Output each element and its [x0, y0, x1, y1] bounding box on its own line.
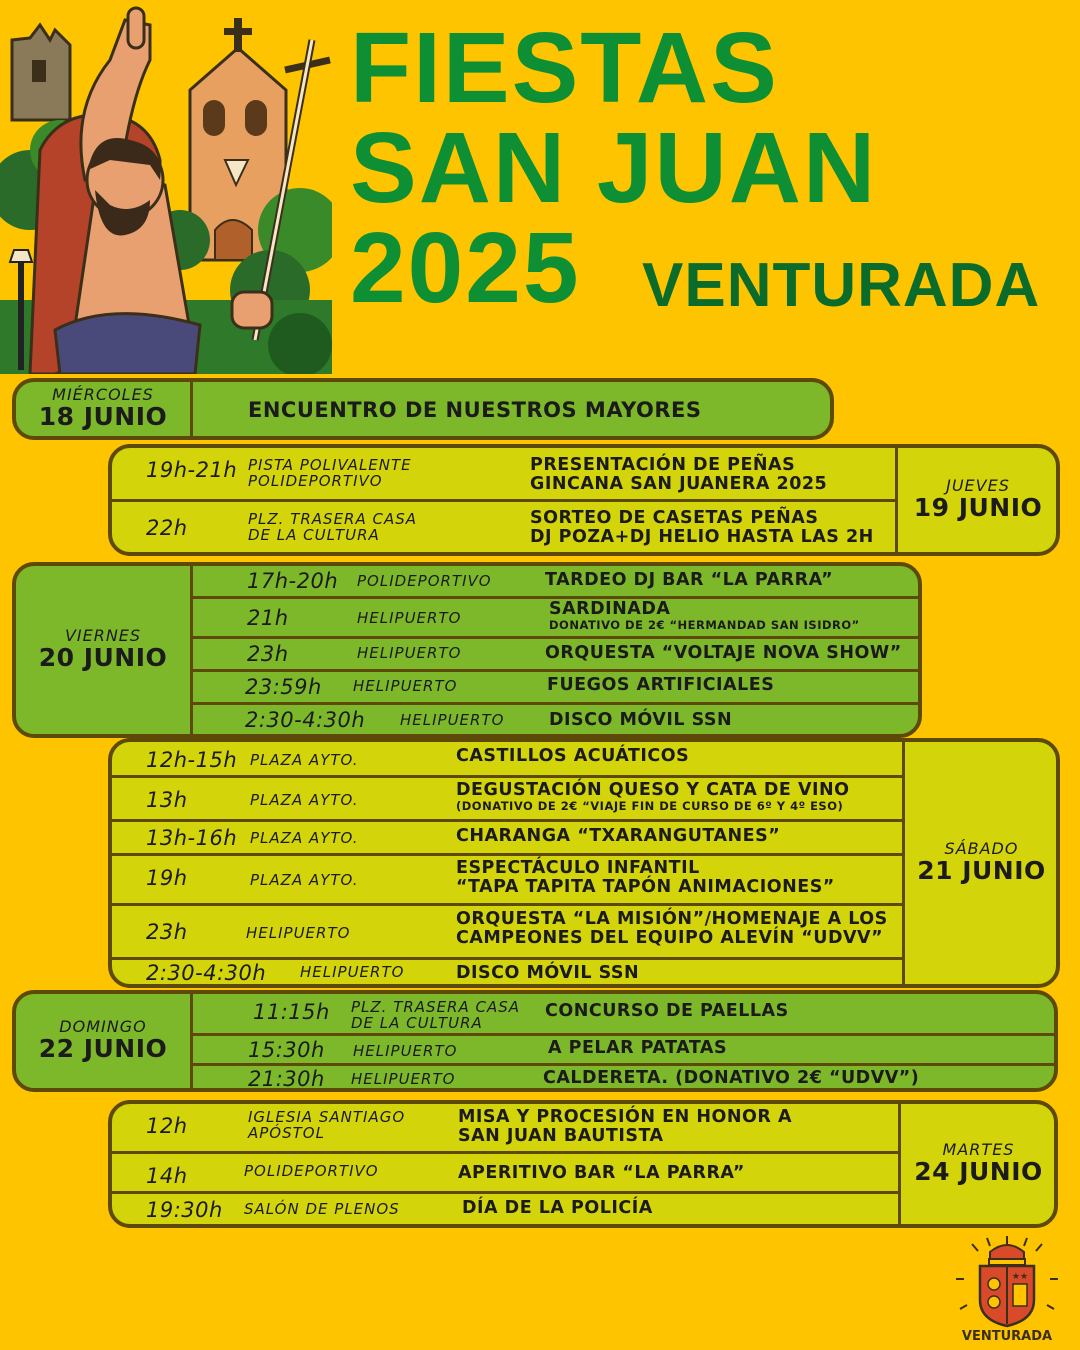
place-line-1: IGLESIA SANTIAGO: [248, 1108, 406, 1126]
day-block-18-junio: [12, 378, 834, 440]
row-time: 17h-20h: [247, 569, 339, 593]
place-line-2: APÓSTOL: [248, 1123, 325, 1142]
row-place: [248, 512, 417, 544]
row-place: HELIPUERTO: [353, 677, 458, 695]
row-time: 12h-15h: [146, 748, 238, 772]
day-label: [16, 994, 190, 1088]
place-line-2: DE LA CULTURA: [248, 525, 380, 544]
row-event: APERITIVO BAR “LA PARRA”: [458, 1163, 745, 1183]
row-time: 19h: [146, 866, 188, 890]
event-line-1: MISA Y PROCESIÓN EN HONOR A: [458, 1107, 792, 1127]
day-name: JUEVES: [946, 475, 1010, 495]
day-date: 22 JUNIO: [38, 1034, 168, 1064]
event-text: ENCUENTRO DE NUESTROS MAYORES: [248, 398, 702, 422]
logo-text: VENTURADA: [961, 1329, 1053, 1344]
day-label: [901, 1104, 1056, 1224]
row-event: FUEGOS ARTIFICIALES: [547, 675, 775, 695]
row-place: HELIPUERTO: [400, 711, 505, 729]
day-label: [16, 566, 190, 734]
row-place: PLAZA AYTO.: [250, 791, 359, 809]
row-place: PLAZA AYTO.: [250, 871, 359, 889]
row-time: 19:30h: [146, 1198, 223, 1222]
day-name: VIERNES: [64, 625, 142, 645]
day-label: [898, 448, 1058, 552]
event-sub: DONATIVO DE 2€ “HERMANDAD SAN ISIDRO”: [549, 618, 860, 633]
row-event: CONCURSO DE PAELLAS: [545, 1001, 789, 1021]
saint-john-illustration: [0, 0, 332, 374]
row-place: POLIDEPORTIVO: [357, 572, 492, 590]
place-line-1: PISTA POLIVALENTE: [248, 456, 412, 474]
day-block-20-junio: [12, 562, 922, 738]
row-event: A PELAR PATATAS: [548, 1038, 728, 1058]
row-event: [549, 600, 860, 632]
event-line-2: DJ POZA+DJ HELIO HASTA LAS 2H: [530, 527, 874, 548]
row-time: 23h: [146, 920, 188, 944]
venturada-crest-logo: [952, 1234, 1062, 1344]
row-event: DISCO MÓVIL SSN: [456, 963, 640, 983]
event-line-1: PRESENTACIÓN DE PEÑAS: [530, 455, 796, 475]
row-time: 12h: [146, 1114, 188, 1138]
row-event: DISCO MÓVIL SSN: [549, 710, 733, 730]
schedule-row: [112, 960, 902, 988]
row-time: 2:30-4:30h: [245, 708, 366, 732]
row-time: 15:30h: [248, 1038, 325, 1062]
schedule-row: [193, 566, 922, 599]
day-label: [905, 742, 1058, 984]
row-place: [351, 1000, 520, 1032]
day-label: [16, 382, 190, 436]
row-time: 22h: [146, 516, 188, 540]
row-time: 13h: [146, 788, 188, 812]
day-name: MARTES: [942, 1139, 1015, 1159]
day-name: MIÉRCOLES: [52, 384, 154, 404]
row-place: HELIPUERTO: [351, 1070, 456, 1088]
event-line-1: ESPECTÁCULO INFANTIL: [456, 858, 700, 878]
title-town: VENTURADA: [642, 251, 1041, 320]
schedule-row: [112, 1154, 898, 1194]
row-place: SALÓN DE PLENOS: [244, 1200, 400, 1218]
event-sub: (DONATIVO DE 2€ “VIAJE FIN DE CURSO DE 6º Y 4º ESO): [456, 799, 844, 814]
row-time: 21h: [247, 606, 289, 630]
row-event: [458, 1108, 792, 1147]
day-name: SÁBADO: [944, 838, 1019, 858]
row-place: PLAZA AYTO.: [250, 751, 359, 769]
schedule-row: [112, 1194, 898, 1228]
event-main: SARDINADA: [549, 599, 671, 619]
schedule-row: [193, 705, 922, 738]
place-line-2: POLIDEPORTIVO: [248, 471, 383, 490]
day-block-24-junio: [108, 1100, 1058, 1228]
day-date: 19 JUNIO: [913, 493, 1043, 523]
title-fiestas: FIESTAS: [350, 12, 779, 124]
place-line-1: PLZ. TRASERA CASA: [248, 510, 418, 528]
row-time: 19h-21h: [146, 458, 238, 482]
day-block-21-junio: [108, 738, 1060, 988]
title-san-juan: SAN JUAN: [350, 112, 878, 224]
row-place: PLAZA AYTO.: [250, 829, 359, 847]
place-line-2: DE LA CULTURA: [351, 1013, 483, 1032]
event-line-2: “TAPA TAPITA TAPÓN ANIMACIONES”: [456, 877, 835, 898]
row-event: CALDERETA. (DONATIVO 2€ “UDVV”): [543, 1068, 920, 1088]
row-time: 23h: [247, 642, 289, 666]
row-event: ORQUESTA “VOLTAJE NOVA SHOW”: [545, 643, 902, 663]
schedule-row: [193, 1066, 1058, 1092]
row-event: [530, 509, 874, 548]
schedule-row: [112, 502, 898, 556]
row-place: HELIPUERTO: [357, 644, 462, 662]
row-place: HELIPUERTO: [300, 963, 405, 981]
row-event: [456, 781, 850, 813]
row-event: CASTILLOS ACUÁTICOS: [456, 746, 690, 766]
event-line-2: CAMPEONES DEL EQUIPO ALEVÍN “UDVV”: [456, 928, 884, 949]
event-line-1: SORTEO DE CASETAS PEÑAS: [530, 508, 819, 528]
schedule-row: [112, 448, 898, 502]
row-event: [456, 859, 835, 898]
schedule-row: [112, 856, 902, 906]
row-event: DÍA DE LA POLICÍA: [462, 1198, 653, 1218]
row-event: [530, 456, 827, 495]
day-date: 24 JUNIO: [914, 1157, 1043, 1187]
row-time: 21:30h: [248, 1067, 325, 1091]
day-block-22-junio: [12, 990, 1058, 1092]
row-event: TARDEO DJ BAR “LA PARRA”: [545, 570, 834, 590]
row-time: 13h-16h: [146, 826, 238, 850]
row-place: HELIPUERTO: [357, 609, 462, 627]
event-line-2: SAN JUAN BAUTISTA: [458, 1126, 664, 1147]
row-time: 2:30-4:30h: [146, 961, 267, 985]
row-time: 23:59h: [245, 675, 322, 699]
schedule-row: [112, 822, 902, 856]
schedule-row: [193, 639, 922, 672]
row-place: POLIDEPORTIVO: [244, 1162, 379, 1180]
svg-text:★★: ★★: [1011, 1272, 1029, 1282]
schedule-row: [193, 994, 1058, 1036]
schedule-row: [112, 1104, 898, 1154]
row-event: [456, 910, 888, 949]
place-line-1: PLZ. TRASERA CASA: [351, 998, 521, 1016]
row-time: 14h: [146, 1164, 188, 1188]
row-place: HELIPUERTO: [353, 1042, 458, 1060]
day-name: DOMINGO: [59, 1016, 147, 1036]
event-main: DEGUSTACIÓN QUESO Y CATA DE VINO: [456, 780, 850, 800]
schedule-row: [193, 1036, 1058, 1066]
event-line-1: ORQUESTA “LA MISIÓN”/HOMENAJE A LOS: [456, 909, 888, 929]
schedule-row: [193, 672, 922, 705]
event-line-2: GINCANA SAN JUANERA 2025: [530, 474, 828, 495]
day-date: 20 JUNIO: [38, 643, 168, 673]
row-place: [248, 1110, 405, 1142]
row-place: HELIPUERTO: [246, 924, 351, 942]
schedule-row: [112, 742, 902, 778]
schedule-row: [112, 906, 902, 960]
divider: [190, 382, 193, 436]
row-place: [248, 458, 412, 490]
row-event: CHARANGA “TXARANGUTANES”: [456, 826, 781, 846]
schedule-row: [112, 778, 902, 822]
schedule-row: [193, 599, 922, 639]
day-block-19-junio: [108, 444, 1060, 556]
row-time: 11:15h: [253, 1000, 330, 1024]
title-year: 2025: [350, 212, 581, 324]
day-date: 21 JUNIO: [917, 856, 1046, 886]
day-date: 18 JUNIO: [38, 402, 168, 432]
